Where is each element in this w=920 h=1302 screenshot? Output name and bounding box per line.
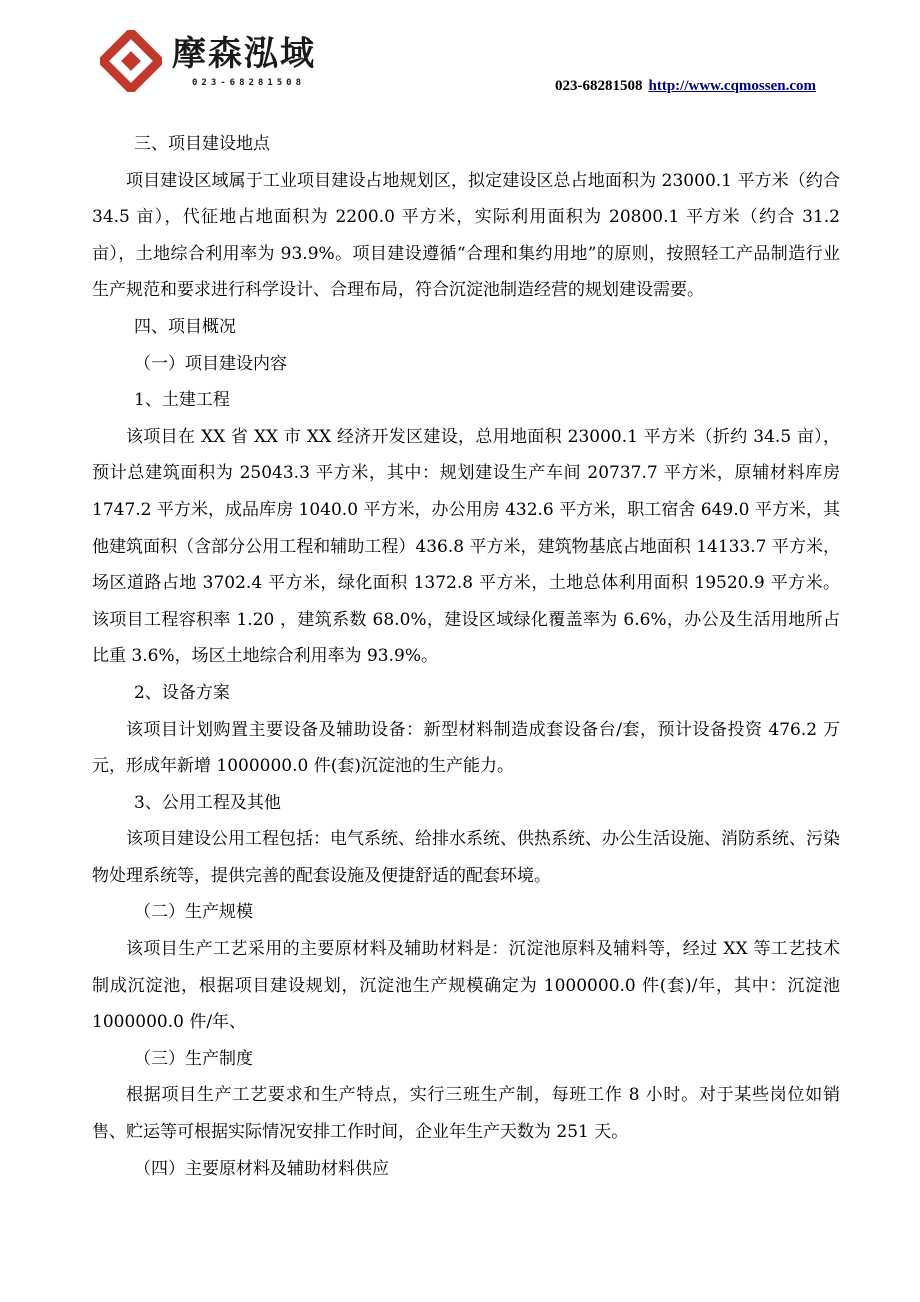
contact-phone: 023-68281508 xyxy=(555,78,643,94)
logo-text: 摩森泓域 xyxy=(172,34,316,74)
page-header xyxy=(0,0,920,110)
document-body xyxy=(92,126,840,1187)
subsection-heading: （二）生产规模 xyxy=(134,902,253,923)
subsection-heading: （一）项目建设内容 xyxy=(134,353,287,374)
section-heading: 三、项目建设地点 xyxy=(134,134,270,154)
contact-info xyxy=(555,78,816,95)
paragraph: 该项目在 XX 省 XX 市 XX 经济开发区建设，总用地面积 23000.1 平方米（折约 34.5 亩），预计总建筑面积为 25043.3 平方米，其中：规划建设生产车间 20737.7 平方米，原辅材料库房 1747.2 平方米，成品库房 1040.0 平方米，办公用房 432.6 平方米，职工宿舍 649.0 平方米，其他建筑面积（含部分公用工程和辅助工程）436.8 平方米，建筑物基底占地面积 14133.7 平方米，场区道路占地 3702.4 平方米，绿化面积 1372.8 平方米，土地总体利用面积 19520.9 平方米。该项目工程容积率 1.20 ，建筑系数 68.0%，建设区域绿化覆盖率为 6.6%，办公及生活用地所占比重 3.6%，场区土地综合利用率为 93.9%。 xyxy=(92,426,840,667)
paragraph: 项目建设区域属于工业项目建设占地规划区，拟定建设区总占地面积为 23000.1 平方米（约合 34.5 亩），代征地占地面积为 2200.0 平方米，实际利用面积为 20800.1 平方米（约合 31.2 亩），土地综合利用率为 93.9%。项目建设遵循“合理和集约用地”的原则，按照轻工产品制造行业生产规范和要求进行科学设计、合理布局，符合沉淀池制造经营的规划建设需要。 xyxy=(92,170,840,301)
website-link[interactable]: http://www.cqmossen.com xyxy=(648,78,816,94)
logo-phone: 023-68281508 xyxy=(192,78,306,88)
paragraph: 根据项目生产工艺要求和生产特点，实行三班生产制，每班工作 8 小时。对于某些岗位如销售、贮运等可根据实际情况安排工作时间，企业年生产天数为 251 天。 xyxy=(92,1085,840,1143)
paragraph: 该项目建设公用工程包括：电气系统、给排水系统、供热系统、办公生活设施、消防系统、污染物处理系统等，提供完善的配套设施及便捷舒适的配套环境。 xyxy=(92,829,840,886)
subsection-heading: （四）主要原材料及辅助材料供应 xyxy=(134,1158,389,1179)
subsection-heading: 3、公用工程及其他 xyxy=(134,792,281,813)
logo-icon xyxy=(100,30,162,92)
subsection-heading: 2、设备方案 xyxy=(134,682,230,703)
paragraph: 该项目计划购置主要设备及辅助设备：新型材料制造成套设备台/套，预计设备投资 476.2 万元，形成年新增 1000000.0 件(套)沉淀池的生产能力。 xyxy=(92,719,840,777)
section-heading: 四、项目概况 xyxy=(134,316,236,337)
paragraph: 该项目生产工艺采用的主要原材料及辅助材料是：沉淀池原料及辅料等，经过 XX 等工艺技术制成沉淀池，根据项目建设规划，沉淀池生产规模确定为 1000000.0 件(套)/年，其中：沉淀池 1000000.0 件/年、 xyxy=(92,939,840,1033)
subsection-heading: 1、土建工程 xyxy=(134,390,230,411)
subsection-heading: （三）生产制度 xyxy=(134,1048,253,1069)
